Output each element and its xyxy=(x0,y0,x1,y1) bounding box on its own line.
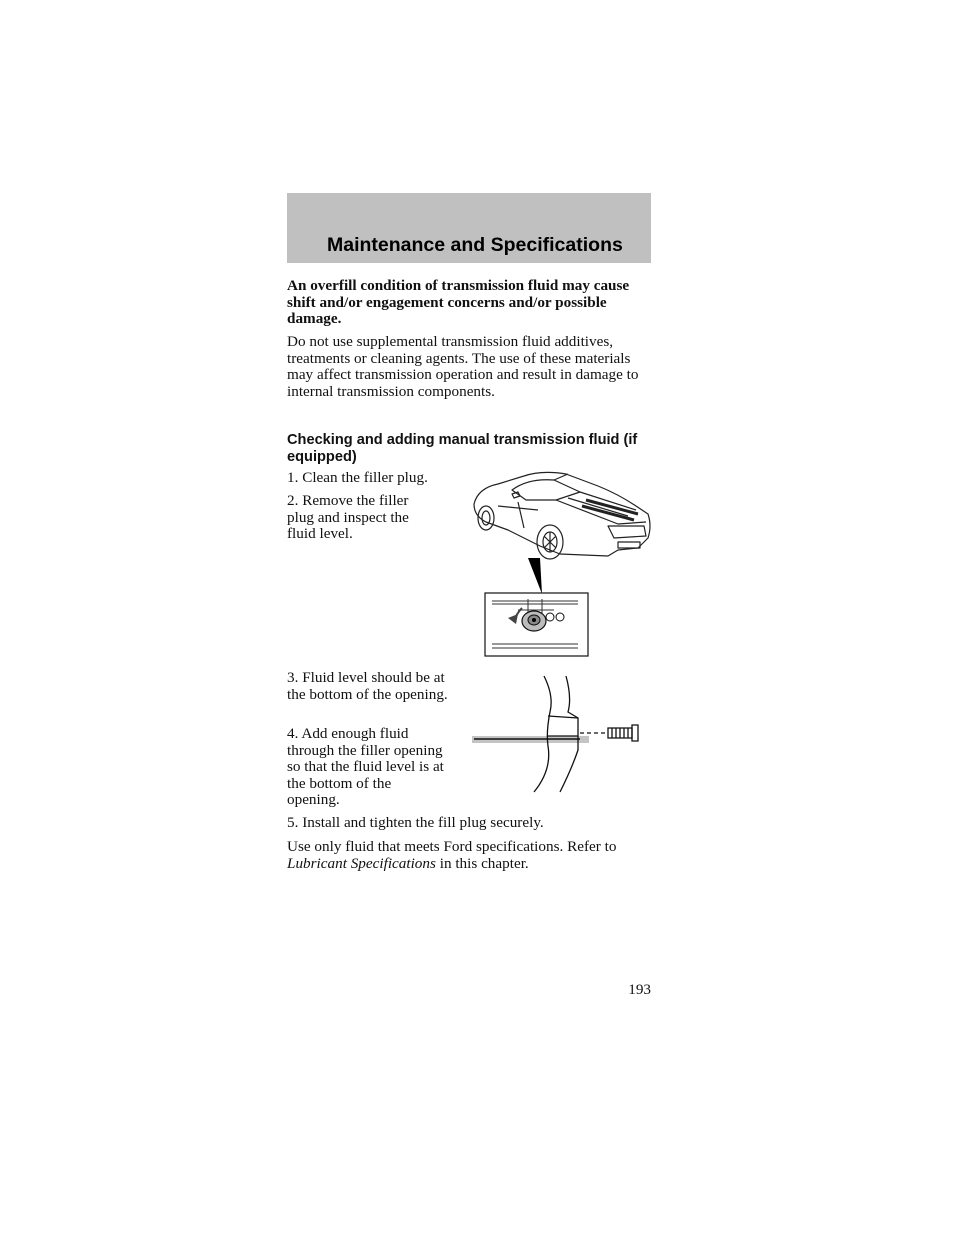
additives-paragraph: Do not use supplemental transmission fluid additives, treatments or cleaning agents. The use of these materials may affect transmission operation and result in damage to internal transmission components. xyxy=(287,333,639,400)
closing-text-start: Use only fluid that meets Ford specifications. Refer to xyxy=(287,838,617,855)
step-4: 4. Add enough fluid through the filler opening so that the fluid level is at the bottom of the opening. xyxy=(287,725,444,808)
section-heading: Checking and adding manual transmission fluid (if equipped) xyxy=(287,432,638,465)
overfill-warning: An overfill condition of transmission fluid may cause shift and/or engagement concerns and/or possible damage. xyxy=(287,277,630,327)
car-filler-plug-illustration xyxy=(468,466,654,662)
step-1: 1. Clean the filler plug. xyxy=(287,469,428,486)
step-2: 2. Remove the filler plug and inspect the fluid level. xyxy=(287,492,409,542)
closing-paragraph xyxy=(287,839,651,872)
step-3: 3. Fluid level should be at the bottom of the opening. xyxy=(287,669,448,703)
page-number: 193 xyxy=(628,981,651,998)
step-5: 5. Install and tighten the fill plug securely. xyxy=(287,814,544,831)
closing-text-end: in this chapter. xyxy=(435,854,529,872)
section-header-band xyxy=(287,193,651,263)
page-title: Maintenance and Specifications xyxy=(327,234,623,256)
fluid-level-illustration xyxy=(468,672,644,798)
lubricant-specifications-reference: Lubricant Specifications xyxy=(287,854,436,872)
